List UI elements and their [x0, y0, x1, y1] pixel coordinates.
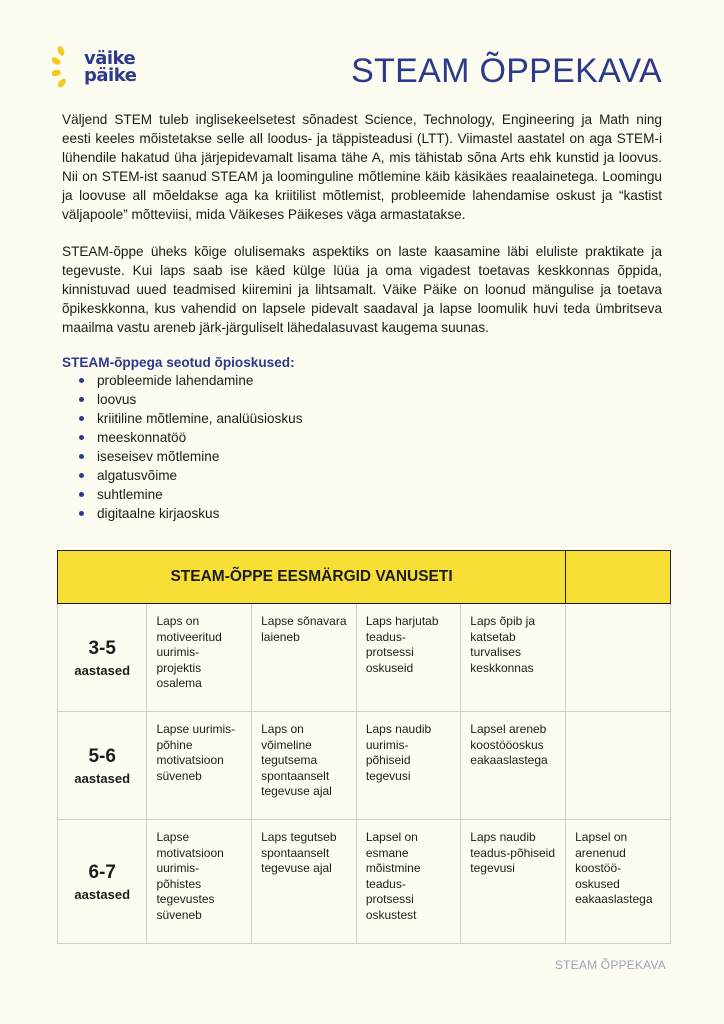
goal-cell [566, 712, 671, 820]
list-item: algatusvõime [62, 466, 662, 485]
goal-cell: Laps õpib ja katsetab turvalises keskkonnas [461, 604, 566, 712]
goals-table [57, 550, 671, 944]
list-item: loovus [62, 390, 662, 409]
goal-cell: Lapse sõnavara laieneb [252, 604, 357, 712]
age-cell [58, 712, 147, 820]
sun-rays-icon [52, 44, 78, 90]
logo [52, 44, 136, 90]
steam-paragraph: STEAM-õppe üheks kõige olulisemaks aspektiks on laste kaasamine läbi eluliste praktikate ja tegevuste. Kui laps saab ise käed külge lüüa ja oma vigadest toetavas keskkonnas õppida, kinnistuvad uued teadmised kiiremini ja lihtsamalt. Väike Päike on loonud mängulise ja toetava õpikeskkonna, kus vahendid on lapsele pidevalt saadaval ja lapse loomulik huvi teda ümbritseva maailma vastu areneb järk-järguliselt lähedalasuvast kaugema suunas. [62, 244, 662, 335]
page-title: STEAM ÕPPEKAVA [351, 52, 662, 90]
table-header-row [58, 551, 671, 604]
goal-cell: Laps tegutseb spontaanselt tegevuse ajal [252, 820, 357, 944]
table-header-empty-cell [566, 551, 671, 604]
logo-line-1: väike [84, 48, 136, 69]
table-title: STEAM-ÕPPE EESMÄRGID VANUSETI [58, 551, 566, 604]
goal-cell: Lapsel on esmane mõistmine teadus-protsessi oskustest [356, 820, 460, 944]
table-row [58, 712, 671, 820]
goal-cell: Laps harjutab teadus-protsessi oskuseid [356, 604, 460, 712]
age-unit: aastased [74, 886, 131, 902]
goal-cell: Lapse uurimis-põhine motivatsioon süveneb [147, 712, 252, 820]
list-item: probleemide lahendamine [62, 371, 662, 390]
intro-paragraph: Väljend STEM tuleb inglisekeelsetest sõnadest Science, Technology, Engineering ja Math ning eesti keeles mõistetakse selle all loodus- ja täppisteadusi (LTT). Viimastel aastatel on aga STEM-i lühendile hakatud üha järjepidevamalt lisama tähe A, mis tähistab sõna Arts ehk kunstid ja loovus. Nii on STEM-ist saanud STEAM ja loominguline mõtlemine käib käsikäes reaalainetega. Loomingu ja loovuse all mõeldakse aga ka kriitilist mõtlemist, probleemide lahendamise oskust ja “kastist väljapoole” mõtteviisi, mida Väikeses Päikeses väga armastatakse. [62, 112, 662, 222]
list-item: digitaalne kirjaoskus [62, 504, 662, 523]
list-item: meeskonnatöö [62, 428, 662, 447]
age-unit: aastased [74, 770, 131, 786]
age-range: 5-6 [88, 745, 116, 767]
goal-cell: Lapsel areneb koostööoskus eakaaslastega [461, 712, 566, 820]
skills-heading: STEAM-õppega seotud õpioskused: [62, 355, 295, 370]
page-footer: STEAM ÕPPEKAVA [554, 958, 666, 972]
goal-cell: Lapsel on arenenud koostöö-oskused eakaaslastega [566, 820, 671, 944]
age-cell [58, 604, 147, 712]
goal-cell: Laps naudib teadus-põhiseid tegevusi [461, 820, 566, 944]
logo-wordmark [84, 50, 136, 84]
main-content [62, 110, 662, 523]
skills-list [62, 371, 662, 523]
goal-cell: Laps naudib uurimis-põhiseid tegevusi [356, 712, 460, 820]
age-unit: aastased [74, 662, 131, 678]
age-range: 6-7 [88, 861, 116, 883]
goal-cell: Laps on võimeline tegutsema spontaanselt tegevuse ajal [252, 712, 357, 820]
table-row [58, 820, 671, 944]
age-cell [58, 820, 147, 944]
list-item: iseseisev mõtlemine [62, 447, 662, 466]
goal-cell: Laps on motiveeritud uurimis-projektis osalema [147, 604, 252, 712]
goal-cell: Lapse motivatsioon uurimis-põhistes tegevustes süveneb [147, 820, 252, 944]
goal-cell [566, 604, 671, 712]
list-item: kriitiline mõtlemine, analüüsioskus [62, 409, 662, 428]
logo-line-2: päike [84, 65, 137, 86]
age-range: 3-5 [88, 637, 116, 659]
list-item: suhtlemine [62, 485, 662, 504]
table-row [58, 604, 671, 712]
